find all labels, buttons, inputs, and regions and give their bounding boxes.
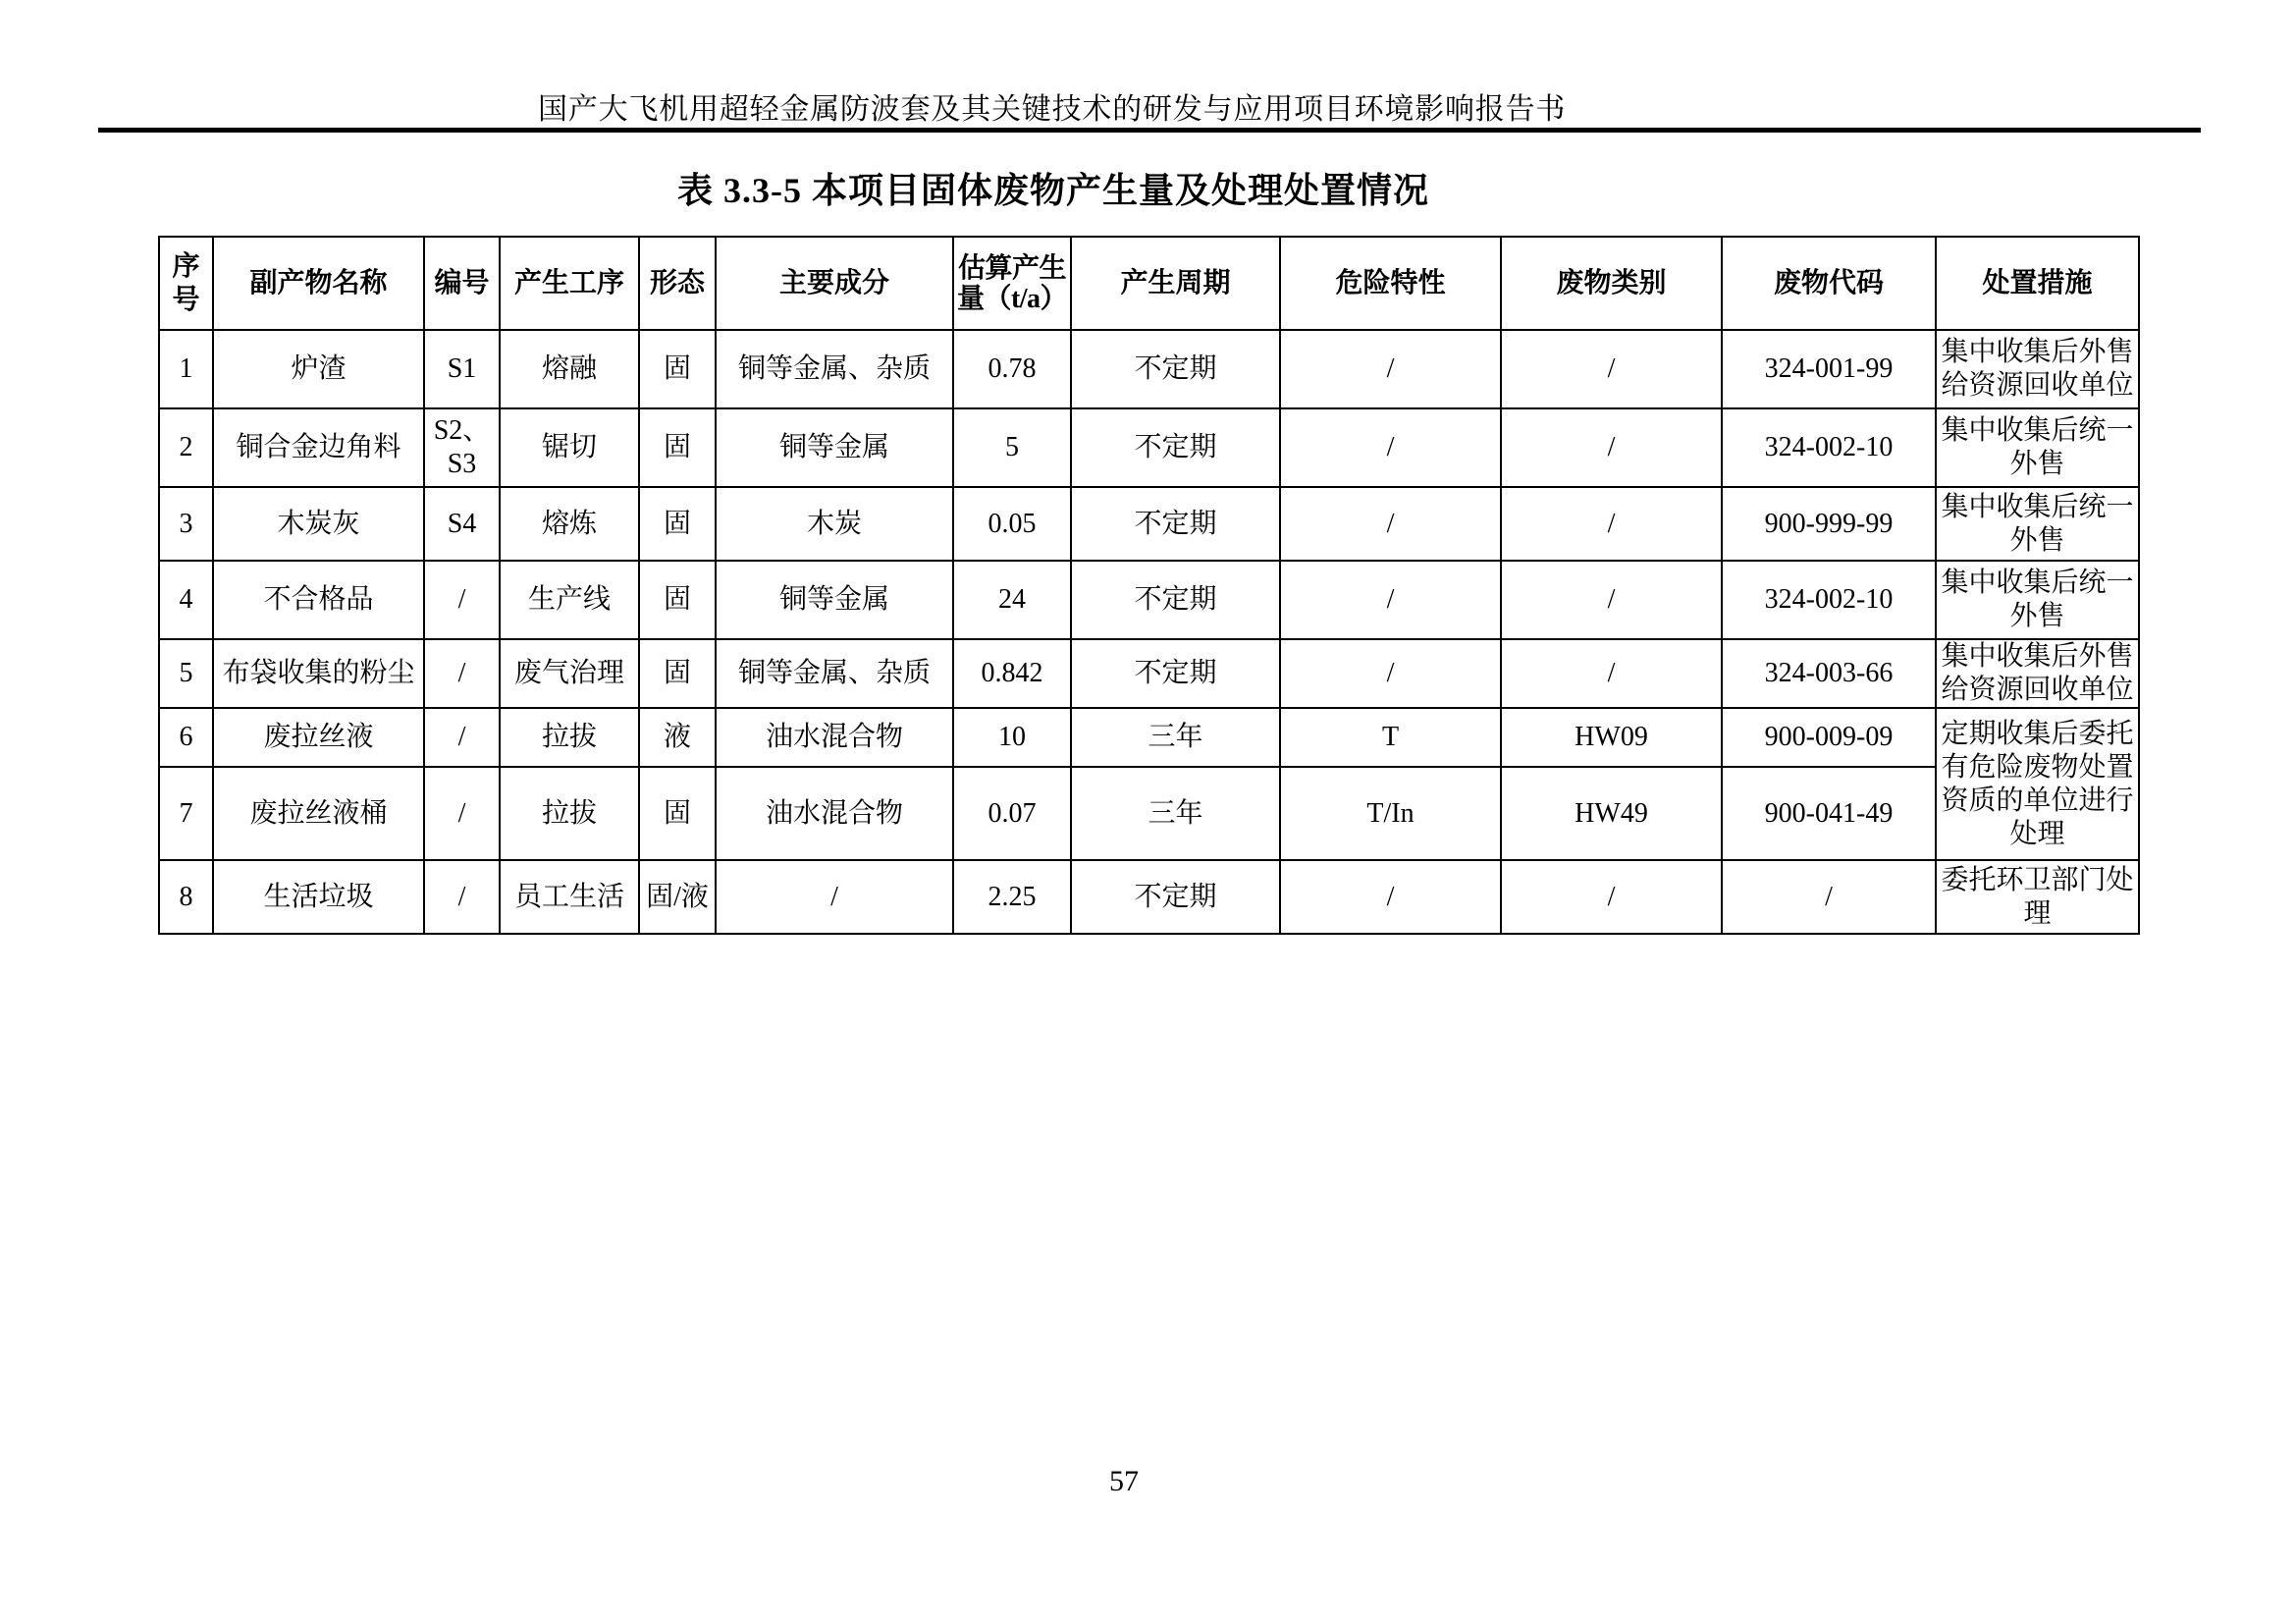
cell-serial: 3 bbox=[159, 487, 213, 561]
cell-process: 熔融 bbox=[500, 330, 639, 408]
cell-form: 固 bbox=[639, 639, 716, 708]
cell-code: / bbox=[424, 708, 500, 767]
cell-byproduct-name: 不合格品 bbox=[213, 561, 424, 639]
header-row bbox=[159, 237, 2139, 330]
cell-composition: 铜等金属 bbox=[716, 561, 953, 639]
cell-byproduct-name: 木炭灰 bbox=[213, 487, 424, 561]
cell-process: 生产线 bbox=[500, 561, 639, 639]
cell-serial: 5 bbox=[159, 639, 213, 708]
cell-waste-code: 900-999-99 bbox=[1722, 487, 1936, 561]
cell-code: / bbox=[424, 639, 500, 708]
cell-amount: 0.842 bbox=[953, 639, 1071, 708]
col-header-byproduct-name: 副产物名称 bbox=[213, 237, 424, 330]
solid-waste-table bbox=[158, 236, 2140, 935]
col-header-waste-code: 废物代码 bbox=[1722, 237, 1936, 330]
document-header-text: 国产大飞机用超轻金属防波套及其关键技术的研发与应用项目环境影响报告书 bbox=[538, 93, 1567, 126]
cell-amount: 0.05 bbox=[953, 487, 1071, 561]
cell-cycle: 不定期 bbox=[1071, 330, 1280, 408]
cell-process: 员工生活 bbox=[500, 860, 639, 934]
cell-code: S2、S3 bbox=[424, 408, 500, 487]
cell-cycle: 三年 bbox=[1071, 708, 1280, 767]
cell-disposal: 集中收集后外售给资源回收单位 bbox=[1936, 330, 2139, 408]
cell-category: / bbox=[1501, 408, 1722, 487]
cell-disposal-merged: 定期收集后委托有危险废物处置资质的单位进行处理 bbox=[1936, 708, 2139, 860]
col-header-category: 废物类别 bbox=[1501, 237, 1722, 330]
cell-code: S4 bbox=[424, 487, 500, 561]
col-header-composition: 主要成分 bbox=[716, 237, 953, 330]
cell-code: / bbox=[424, 860, 500, 934]
cell-serial: 8 bbox=[159, 860, 213, 934]
cell-cycle: 不定期 bbox=[1071, 487, 1280, 561]
cell-process: 熔炼 bbox=[500, 487, 639, 561]
table-row bbox=[159, 487, 2139, 561]
cell-cycle: 不定期 bbox=[1071, 860, 1280, 934]
cell-amount: 24 bbox=[953, 561, 1071, 639]
table-row bbox=[159, 639, 2139, 708]
col-header-disposal: 处置措施 bbox=[1936, 237, 2139, 330]
table-title: 表 3.3-5 本项目固体废物产生量及处理处置情况 bbox=[677, 171, 1429, 210]
col-header-process: 产生工序 bbox=[500, 237, 639, 330]
col-header-cycle: 产生周期 bbox=[1071, 237, 1280, 330]
table-row bbox=[159, 408, 2139, 487]
cell-waste-code: 324-001-99 bbox=[1722, 330, 1936, 408]
cell-disposal: 集中收集后统一外售 bbox=[1936, 408, 2139, 487]
cell-composition: 铜等金属、杂质 bbox=[716, 330, 953, 408]
cell-category: / bbox=[1501, 487, 1722, 561]
cell-composition: 油水混合物 bbox=[716, 708, 953, 767]
cell-hazard: / bbox=[1280, 860, 1501, 934]
cell-serial: 1 bbox=[159, 330, 213, 408]
cell-category: HW09 bbox=[1501, 708, 1722, 767]
cell-code: / bbox=[424, 561, 500, 639]
cell-hazard: / bbox=[1280, 639, 1501, 708]
cell-cycle: 不定期 bbox=[1071, 639, 1280, 708]
cell-serial: 6 bbox=[159, 708, 213, 767]
cell-process: 拉拔 bbox=[500, 708, 639, 767]
cell-process: 拉拔 bbox=[500, 767, 639, 860]
cell-hazard: / bbox=[1280, 408, 1501, 487]
cell-code: / bbox=[424, 767, 500, 860]
cell-form: 液 bbox=[639, 708, 716, 767]
cell-category: / bbox=[1501, 860, 1722, 934]
cell-byproduct-name: 铜合金边角料 bbox=[213, 408, 424, 487]
cell-process: 锯切 bbox=[500, 408, 639, 487]
page-number: 57 bbox=[1109, 1465, 1139, 1497]
table-row bbox=[159, 561, 2139, 639]
cell-composition: 油水混合物 bbox=[716, 767, 953, 860]
cell-category: / bbox=[1501, 639, 1722, 708]
cell-byproduct-name: 炉渣 bbox=[213, 330, 424, 408]
cell-serial: 2 bbox=[159, 408, 213, 487]
cell-byproduct-name: 废拉丝液桶 bbox=[213, 767, 424, 860]
cell-form: 固 bbox=[639, 330, 716, 408]
cell-disposal: 集中收集后统一外售 bbox=[1936, 561, 2139, 639]
cell-waste-code: / bbox=[1722, 860, 1936, 934]
cell-hazard: / bbox=[1280, 330, 1501, 408]
col-header-serial: 序号 bbox=[159, 237, 213, 330]
cell-amount: 2.25 bbox=[953, 860, 1071, 934]
cell-waste-code: 324-002-10 bbox=[1722, 408, 1936, 487]
cell-byproduct-name: 布袋收集的粉尘 bbox=[213, 639, 424, 708]
table-row bbox=[159, 767, 2139, 860]
col-header-code: 编号 bbox=[424, 237, 500, 330]
cell-code: S1 bbox=[424, 330, 500, 408]
cell-amount: 5 bbox=[953, 408, 1071, 487]
cell-waste-code: 324-003-66 bbox=[1722, 639, 1936, 708]
cell-amount: 10 bbox=[953, 708, 1071, 767]
header-rule bbox=[98, 128, 2201, 133]
cell-serial: 7 bbox=[159, 767, 213, 860]
cell-hazard: T bbox=[1280, 708, 1501, 767]
col-header-hazard: 危险特性 bbox=[1280, 237, 1501, 330]
cell-disposal: 集中收集后外售给资源回收单位 bbox=[1936, 639, 2139, 708]
cell-serial: 4 bbox=[159, 561, 213, 639]
cell-form: 固 bbox=[639, 408, 716, 487]
cell-disposal: 集中收集后统一外售 bbox=[1936, 487, 2139, 561]
cell-hazard: / bbox=[1280, 487, 1501, 561]
cell-category: / bbox=[1501, 561, 1722, 639]
cell-amount: 0.07 bbox=[953, 767, 1071, 860]
cell-cycle: 不定期 bbox=[1071, 408, 1280, 487]
cell-form: 固 bbox=[639, 487, 716, 561]
cell-form: 固 bbox=[639, 561, 716, 639]
cell-category: / bbox=[1501, 330, 1722, 408]
cell-cycle: 不定期 bbox=[1071, 561, 1280, 639]
table-row bbox=[159, 330, 2139, 408]
cell-composition: 铜等金属 bbox=[716, 408, 953, 487]
cell-byproduct-name: 生活垃圾 bbox=[213, 860, 424, 934]
cell-waste-code: 324-002-10 bbox=[1722, 561, 1936, 639]
cell-composition: 铜等金属、杂质 bbox=[716, 639, 953, 708]
cell-cycle: 三年 bbox=[1071, 767, 1280, 860]
col-header-amount: 估算产生量（t/a） bbox=[953, 237, 1071, 330]
table-row bbox=[159, 708, 2139, 767]
cell-hazard: T/In bbox=[1280, 767, 1501, 860]
cell-waste-code: 900-009-09 bbox=[1722, 708, 1936, 767]
cell-amount: 0.78 bbox=[953, 330, 1071, 408]
cell-hazard: / bbox=[1280, 561, 1501, 639]
col-header-form: 形态 bbox=[639, 237, 716, 330]
cell-form: 固 bbox=[639, 767, 716, 860]
cell-composition: 木炭 bbox=[716, 487, 953, 561]
cell-waste-code: 900-041-49 bbox=[1722, 767, 1936, 860]
table-row bbox=[159, 860, 2139, 934]
cell-form: 固/液 bbox=[639, 860, 716, 934]
cell-byproduct-name: 废拉丝液 bbox=[213, 708, 424, 767]
cell-disposal: 委托环卫部门处理 bbox=[1936, 860, 2139, 934]
cell-composition: / bbox=[716, 860, 953, 934]
cell-category: HW49 bbox=[1501, 767, 1722, 860]
cell-process: 废气治理 bbox=[500, 639, 639, 708]
